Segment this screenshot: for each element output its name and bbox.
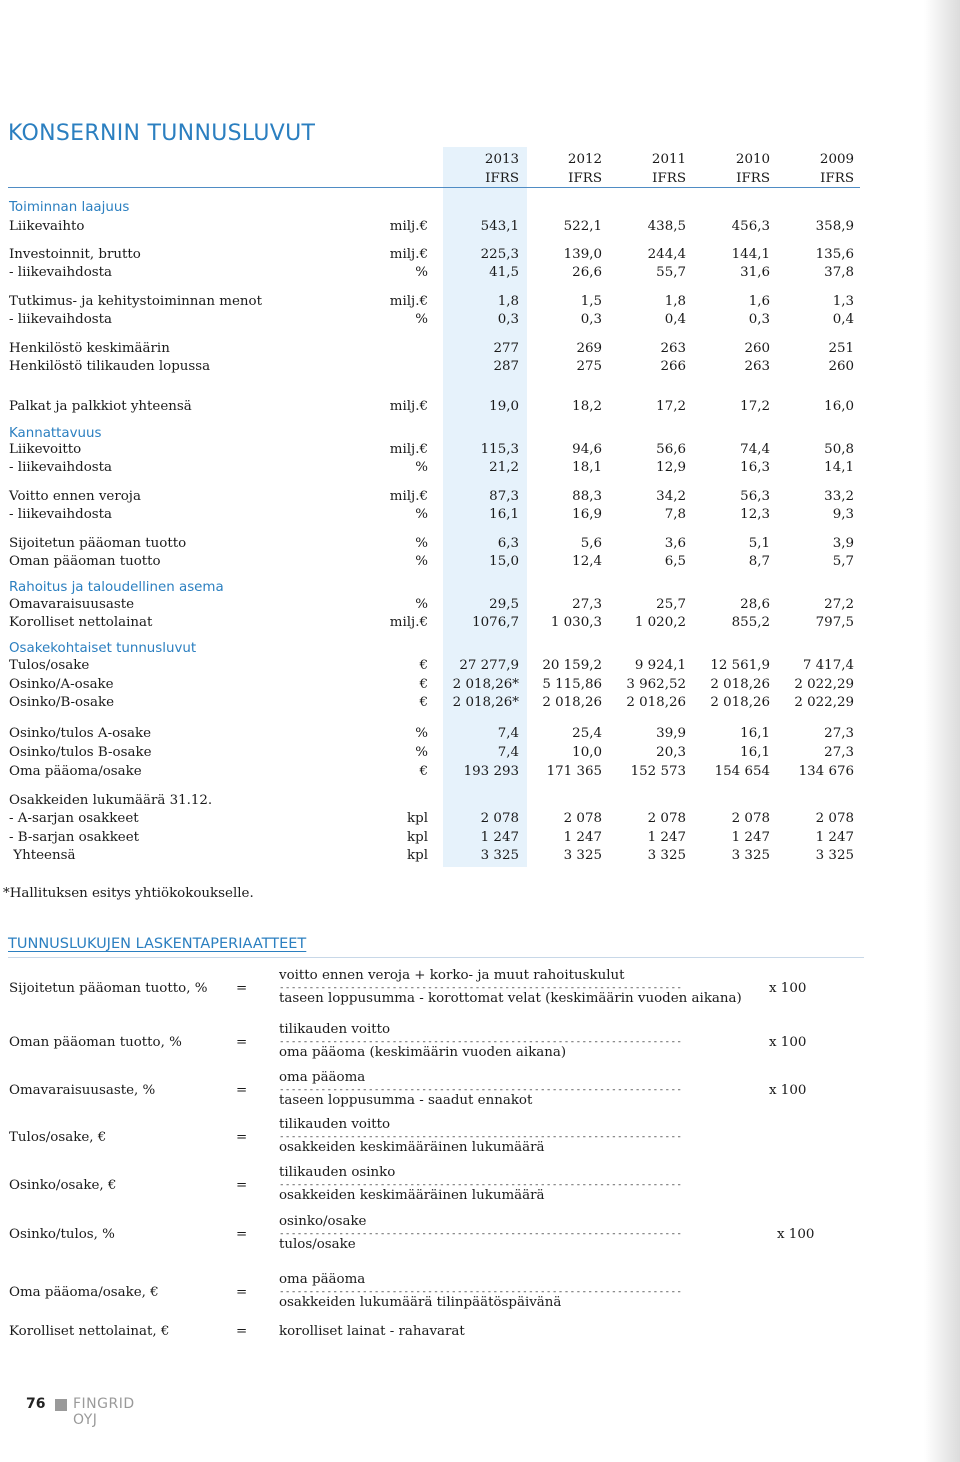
row-label: Henkilöstö tilikauden lopussa (9, 359, 211, 374)
year-2012: 2012 (567, 152, 602, 167)
year-header-row (0, 151, 960, 169)
cell-2013: 3 325 (480, 848, 519, 863)
cell-2012: 5,6 (580, 536, 602, 551)
cell-2010: 17,2 (740, 399, 770, 414)
row-label: Palkat ja palkkiot yhteensä (9, 399, 192, 414)
cell-2011: 12,9 (656, 460, 686, 475)
cell-2012: 1 247 (563, 830, 602, 845)
formula-label: Korolliset nettolainat, € (9, 1324, 170, 1339)
row-unit: milj.€ (389, 294, 428, 309)
section-heading-rahoitus: Rahoitus ja taloudellinen asema (9, 580, 224, 595)
formula-label: Oma pääoma/osake, € (9, 1285, 159, 1300)
table-row (0, 744, 960, 762)
cell-2010: 16,1 (740, 745, 770, 760)
cell-2013: 115,3 (480, 442, 519, 457)
table-row (0, 792, 960, 810)
table-row (0, 246, 960, 264)
row-unit: milj.€ (389, 219, 428, 234)
cell-2013: 2 018,26* (452, 677, 519, 692)
cell-2009: 14,1 (824, 460, 854, 475)
row-label: - liikevaihdosta (9, 265, 112, 280)
fraction-line: -------------------------------------------------------------------- (279, 1036, 683, 1047)
row-unit: % (415, 507, 428, 522)
year-2011: 2011 (651, 152, 686, 167)
cell-2009: 134 676 (798, 764, 854, 779)
formula-multiplier: x 100 (769, 1083, 807, 1098)
formula-equals: = (236, 1178, 248, 1193)
ifrs-label: IFRS (568, 171, 602, 186)
row-label: Korolliset nettolainat (9, 615, 153, 630)
cell-2010: 1,6 (748, 294, 770, 309)
formula-equals: = (236, 1083, 248, 1098)
cell-2010: 2 018,26 (710, 677, 770, 692)
table-row (0, 218, 960, 236)
table-row (0, 676, 960, 694)
cell-2012: 5 115,86 (542, 677, 602, 692)
ifrs-label: IFRS (820, 171, 854, 186)
footer-square-icon (55, 1399, 67, 1411)
row-label: Sijoitetun pääoman tuotto (9, 536, 187, 551)
cell-2009: 27,3 (824, 745, 854, 760)
cell-2009: 50,8 (824, 442, 854, 457)
formula-multiplier: x 100 (777, 1227, 815, 1242)
row-label: Osakkeiden lukumäärä 31.12. (9, 793, 213, 808)
row-label: Oman pääoman tuotto (9, 554, 161, 569)
cell-2010: 1 247 (731, 830, 770, 845)
cell-2013: 0,3 (497, 312, 519, 327)
fraction-line: -------------------------------------------------------------------- (279, 1228, 683, 1239)
cell-2012: 269 (576, 341, 602, 356)
fraction-line: -------------------------------------------------------------------- (279, 1179, 683, 1190)
cell-2011: 55,7 (656, 265, 686, 280)
cell-2013: 225,3 (480, 247, 519, 262)
cell-2010: 16,3 (740, 460, 770, 475)
row-unit: milj.€ (389, 489, 428, 504)
cell-2011: 17,2 (656, 399, 686, 414)
table-row (0, 614, 960, 632)
cell-2012: 94,6 (572, 442, 602, 457)
row-unit: kpl (407, 848, 428, 863)
cell-2009: 260 (828, 359, 854, 374)
ifrs-label: IFRS (485, 171, 519, 186)
cell-2009: 27,2 (824, 597, 854, 612)
formula-numerator: osinko/osake (279, 1214, 367, 1229)
formula-numerator: oma pääoma (279, 1070, 366, 1085)
cell-2010: 5,1 (748, 536, 770, 551)
cell-2009: 3 325 (815, 848, 854, 863)
cell-2011: 6,5 (664, 554, 686, 569)
formula-numerator: voitto ennen veroja + korko- ja muut rahoituskulut (279, 968, 625, 983)
cell-2013: 27 277,9 (459, 658, 519, 673)
formula-numerator: tilikauden voitto (279, 1117, 391, 1132)
cell-2012: 522,1 (563, 219, 602, 234)
formula-numerator: oma pääoma (279, 1272, 366, 1287)
cell-2012: 2 078 (563, 811, 602, 826)
formula-label: Oman pääoman tuotto, % (9, 1035, 182, 1050)
cell-2013: 29,5 (489, 597, 519, 612)
cell-2010: 456,3 (731, 219, 770, 234)
cell-2013: 7,4 (497, 726, 519, 741)
cell-2012: 12,4 (572, 554, 602, 569)
cell-2010: 260 (744, 341, 770, 356)
cell-2012: 2 018,26 (542, 695, 602, 710)
ifrs-label: IFRS (652, 171, 686, 186)
cell-2009: 2 022,29 (794, 677, 854, 692)
cell-2012: 275 (576, 359, 602, 374)
formula-equals: = (236, 1285, 248, 1300)
fraction-line: -------------------------------------------------------------------- (279, 982, 683, 993)
cell-2013: 193 293 (463, 764, 519, 779)
cell-2009: 797,5 (815, 615, 854, 630)
row-unit: % (415, 745, 428, 760)
row-label: Tulos/osake (9, 658, 90, 673)
table-row (0, 829, 960, 847)
row-unit: % (415, 726, 428, 741)
cell-2009: 251 (828, 341, 854, 356)
cell-2011: 39,9 (656, 726, 686, 741)
row-unit: % (415, 265, 428, 280)
principles-divider (8, 957, 864, 958)
cell-2011: 7,8 (664, 507, 686, 522)
footnote: *Hallituksen esitys yhtiökokoukselle. (3, 886, 254, 901)
cell-2010: 16,1 (740, 726, 770, 741)
cell-2011: 3 962,52 (626, 677, 686, 692)
cell-2010: 154 654 (714, 764, 770, 779)
cell-2009: 9,3 (832, 507, 854, 522)
row-unit: % (415, 536, 428, 551)
cell-2013: 87,3 (489, 489, 519, 504)
cell-2010: 3 325 (731, 848, 770, 863)
cell-2013: 6,3 (497, 536, 519, 551)
table-row (0, 535, 960, 553)
cell-2011: 3,6 (664, 536, 686, 551)
cell-2013: 21,2 (489, 460, 519, 475)
row-label: - B-sarjan osakkeet (9, 830, 140, 845)
formula-label: Osinko/osake, € (9, 1178, 117, 1193)
row-label: - liikevaihdosta (9, 460, 112, 475)
header-divider (8, 187, 860, 188)
row-label: Tutkimus- ja kehitystoiminnan menot (9, 294, 262, 309)
row-unit: % (415, 554, 428, 569)
row-label: - A-sarjan osakkeet (9, 811, 139, 826)
row-label: Liikevaihto (9, 219, 85, 234)
cell-2011: 438,5 (647, 219, 686, 234)
table-row (0, 459, 960, 477)
cell-2012: 27,3 (572, 597, 602, 612)
fraction-line: -------------------------------------------------------------------- (279, 1084, 683, 1095)
cell-2010: 0,3 (748, 312, 770, 327)
cell-2009: 1,3 (832, 294, 854, 309)
row-label: Osinko/tulos B-osake (9, 745, 152, 760)
cell-2011: 152 573 (630, 764, 686, 779)
row-unit: kpl (407, 830, 428, 845)
cell-2012: 26,6 (572, 265, 602, 280)
cell-2013: 1,8 (497, 294, 519, 309)
cell-2012: 1,5 (580, 294, 602, 309)
year-2010: 2010 (735, 152, 770, 167)
cell-2013: 16,1 (489, 507, 519, 522)
table-row (0, 596, 960, 614)
cell-2012: 18,2 (572, 399, 602, 414)
cell-2009: 3,9 (832, 536, 854, 551)
cell-2012: 18,1 (572, 460, 602, 475)
cell-2010: 8,7 (748, 554, 770, 569)
formula-denominator: osakkeiden lukumäärä tilinpäätöspäivänä (279, 1295, 562, 1310)
table-row (0, 725, 960, 743)
cell-2011: 25,7 (656, 597, 686, 612)
section-heading-laajuus: Toiminnan laajuus (9, 200, 130, 215)
cell-2010: 855,2 (731, 615, 770, 630)
principles-title: TUNNUSLUKUJEN LASKENTAPERIAATTEET (8, 936, 307, 952)
row-unit: € (419, 677, 428, 692)
cell-2011: 1 020,2 (634, 615, 686, 630)
cell-2011: 263 (660, 341, 686, 356)
cell-2009: 33,2 (824, 489, 854, 504)
table-row (0, 553, 960, 571)
cell-2010: 31,6 (740, 265, 770, 280)
cell-2013: 277 (493, 341, 519, 356)
cell-2009: 358,9 (815, 219, 854, 234)
row-label: Osinko/B-osake (9, 695, 115, 710)
formula-equals: = (236, 1324, 248, 1339)
cell-2010: 12 561,9 (710, 658, 770, 673)
row-unit: milj.€ (389, 399, 428, 414)
formula-denominator: taseen loppusumma - korottomat velat (keskimäärin vuoden aikana) (279, 991, 742, 1006)
formula-denominator: oma pääoma (keskimäärin vuoden aikana) (279, 1045, 567, 1060)
formula-label: Osinko/tulos, % (9, 1227, 115, 1242)
formula-label: Sijoitetun pääoman tuotto, % (9, 981, 208, 996)
cell-2011: 34,2 (656, 489, 686, 504)
row-label: Osinko/A-osake (9, 677, 114, 692)
cell-2009: 37,8 (824, 265, 854, 280)
cell-2009: 2 078 (815, 811, 854, 826)
row-unit: milj.€ (389, 247, 428, 262)
cell-2011: 0,4 (664, 312, 686, 327)
company-name: FINGRID OYJ (73, 1396, 135, 1428)
table-row (0, 358, 960, 376)
cell-2012: 1 030,3 (550, 615, 602, 630)
formula-equals: = (236, 1227, 248, 1242)
cell-2013: 1076,7 (472, 615, 519, 630)
cell-2012: 139,0 (563, 247, 602, 262)
cell-2009: 5,7 (832, 554, 854, 569)
cell-2010: 144,1 (731, 247, 770, 262)
cell-2010: 263 (744, 359, 770, 374)
formula-equals: = (236, 981, 248, 996)
cell-2011: 266 (660, 359, 686, 374)
cell-2011: 1,8 (664, 294, 686, 309)
cell-2012: 3 325 (563, 848, 602, 863)
row-unit: milj.€ (389, 615, 428, 630)
cell-2010: 2 078 (731, 811, 770, 826)
cell-2012: 0,3 (580, 312, 602, 327)
table-row (0, 506, 960, 524)
cell-2009: 135,6 (815, 247, 854, 262)
cell-2009: 0,4 (832, 312, 854, 327)
table-row (0, 311, 960, 329)
cell-2011: 3 325 (647, 848, 686, 863)
cell-2011: 1 247 (647, 830, 686, 845)
table-row (0, 264, 960, 282)
formula-equals: = (236, 1130, 248, 1145)
cell-2012: 171 365 (546, 764, 602, 779)
cell-2011: 2 018,26 (626, 695, 686, 710)
cell-2010: 2 018,26 (710, 695, 770, 710)
formula-numerator: tilikauden osinko (279, 1165, 396, 1180)
cell-2009: 16,0 (824, 399, 854, 414)
cell-2013: 19,0 (489, 399, 519, 414)
fraction-line: -------------------------------------------------------------------- (279, 1286, 683, 1297)
year-2009: 2009 (819, 152, 854, 167)
row-unit: % (415, 597, 428, 612)
row-label: - liikevaihdosta (9, 312, 112, 327)
table-row (0, 694, 960, 712)
cell-2011: 20,3 (656, 745, 686, 760)
cell-2013: 7,4 (497, 745, 519, 760)
row-label: Henkilöstö keskimäärin (9, 341, 170, 356)
row-label: Investoinnit, brutto (9, 247, 141, 262)
cell-2013: 2 018,26* (452, 695, 519, 710)
table-row (0, 488, 960, 506)
table-row (0, 810, 960, 828)
formula-label: Omavaraisuusaste, % (9, 1083, 156, 1098)
row-label: Voitto ennen veroja (9, 489, 141, 504)
table-row (0, 847, 960, 865)
fraction-line: -------------------------------------------------------------------- (279, 1131, 683, 1142)
page-number: 76 (26, 1396, 46, 1412)
table-row (0, 441, 960, 459)
table-row (0, 293, 960, 311)
cell-2009: 27,3 (824, 726, 854, 741)
formula-denominator: osakkeiden keskimääräinen lukumäärä (279, 1188, 545, 1203)
table-row (0, 657, 960, 675)
row-label: - liikevaihdosta (9, 507, 112, 522)
row-label: Liikevoitto (9, 442, 82, 457)
row-unit: € (419, 658, 428, 673)
cell-2013: 2 078 (480, 811, 519, 826)
cell-2012: 16,9 (572, 507, 602, 522)
cell-2012: 10,0 (572, 745, 602, 760)
cell-2010: 74,4 (740, 442, 770, 457)
row-label: Oma pääoma/osake (9, 764, 142, 779)
row-label: Yhteensä (9, 848, 76, 863)
table-row (0, 398, 960, 416)
ifrs-label: IFRS (736, 171, 770, 186)
row-label: Omavaraisuusaste (9, 597, 135, 612)
cell-2009: 1 247 (815, 830, 854, 845)
year-2013: 2013 (484, 152, 519, 167)
cell-2012: 20 159,2 (542, 658, 602, 673)
row-unit: kpl (407, 811, 428, 826)
cell-2013: 41,5 (489, 265, 519, 280)
cell-2013: 1 247 (480, 830, 519, 845)
formula-denominator: taseen loppusumma - saadut ennakot (279, 1093, 533, 1108)
row-unit: % (415, 312, 428, 327)
cell-2010: 28,6 (740, 597, 770, 612)
cell-2013: 287 (493, 359, 519, 374)
cell-2013: 543,1 (480, 219, 519, 234)
ifrs-header-row (0, 170, 960, 188)
row-label: Osinko/tulos A-osake (9, 726, 152, 741)
cell-2011: 244,4 (647, 247, 686, 262)
cell-2012: 88,3 (572, 489, 602, 504)
formula-numerator: korolliset lainat - rahavarat (279, 1324, 465, 1339)
cell-2010: 12,3 (740, 507, 770, 522)
cell-2011: 56,6 (656, 442, 686, 457)
row-unit: € (419, 695, 428, 710)
formula-multiplier: x 100 (769, 981, 807, 996)
row-unit: € (419, 764, 428, 779)
formula-numerator: tilikauden voitto (279, 1022, 391, 1037)
cell-2013: 15,0 (489, 554, 519, 569)
row-unit: milj.€ (389, 442, 428, 457)
table-row (0, 763, 960, 781)
cell-2010: 56,3 (740, 489, 770, 504)
cell-2012: 25,4 (572, 726, 602, 741)
formula-denominator: osakkeiden keskimääräinen lukumäärä (279, 1140, 545, 1155)
section-heading-osake: Osakekohtaiset tunnusluvut (9, 641, 197, 656)
formula-multiplier: x 100 (769, 1035, 807, 1050)
table-row (0, 340, 960, 358)
formula-equals: = (236, 1035, 248, 1050)
cell-2011: 2 078 (647, 811, 686, 826)
cell-2009: 2 022,29 (794, 695, 854, 710)
section-heading-kannattavuus: Kannattavuus (9, 426, 102, 441)
cell-2011: 9 924,1 (634, 658, 686, 673)
row-unit: % (415, 460, 428, 475)
cell-2009: 7 417,4 (802, 658, 854, 673)
formula-denominator: tulos/osake (279, 1237, 356, 1252)
formula-label: Tulos/osake, € (9, 1130, 107, 1145)
page-title: KONSERNIN TUNNUSLUVUT (8, 121, 316, 146)
